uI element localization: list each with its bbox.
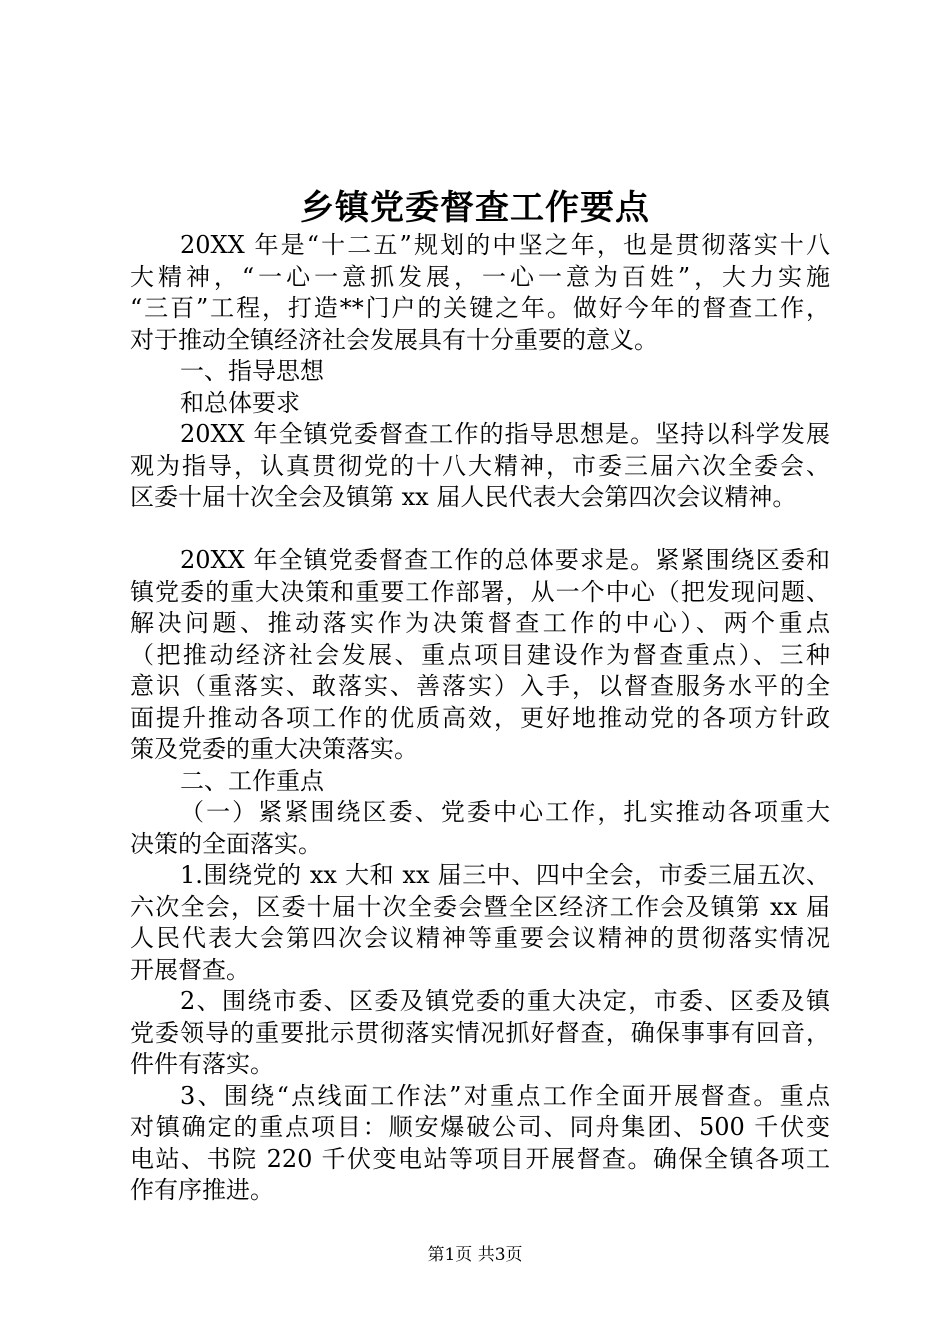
paragraph-line: 意识（重落实、敢落实、善落实）入手，以督查服务水平的全: [130, 672, 830, 700]
section-heading: 一、指导思想: [180, 357, 324, 385]
paragraph-line: 人民代表大会第四次会议精神等重要会议精神的贯彻落实情况: [130, 924, 830, 952]
blank-line: [130, 514, 830, 546]
paragraph-line: 开展督查。: [130, 955, 250, 984]
paragraph-line: （把推动经济社会发展、重点项目建设作为督查重点）、三种: [130, 640, 830, 669]
paragraph-line: 作有序推进。: [130, 1176, 274, 1204]
paragraph-line: 件件有落实。: [130, 1050, 274, 1078]
paragraph-line: 大精神，“一心一意抓发展，一心一意为百姓”，大力实施: [130, 262, 830, 291]
paragraph-line: “三百”工程，打造**门户的关键之年。做好今年的督查工作，: [130, 294, 830, 322]
paragraph-line: 20XX 年是“十二五”规划的中坚之年，也是贯彻落实十八: [180, 231, 830, 259]
page-footer: 第1页 共3页: [427, 1245, 523, 1265]
paragraph-line: 区委十届十次全会及镇第 xx 届人民代表大会第四次会议精神。: [130, 483, 797, 511]
paragraph-line: 观为指导，认真贯彻党的十八大精神，市委三届六次全委会、: [130, 451, 830, 480]
paragraph-line: 20XX 年全镇党委督查工作的总体要求是。紧紧围绕区委和: [180, 546, 830, 574]
paragraph-line: 1.围绕党的 xx 大和 xx 届三中、四中全会，市委三届五次、: [180, 861, 830, 889]
paragraph-line: 电站、书院 220 千伏变电站等项目开展督查。确保全镇各项工: [130, 1144, 830, 1173]
paragraph-line: 解决问题、推动落实作为决策督查工作的中心）、两个重点: [130, 609, 830, 637]
section-heading: 二、工作重点: [180, 766, 324, 795]
section-heading: 和总体要求: [180, 388, 300, 417]
paragraph-line: 20XX 年全镇党委督查工作的指导思想是。坚持以科学发展: [180, 420, 830, 448]
document-title: 乡镇党委督查工作要点: [300, 188, 650, 228]
paragraph-line: 面提升推动各项工作的优质高效，更好地推动党的各项方针政: [130, 703, 830, 732]
paragraph-line: 对于推动全镇经济社会发展具有十分重要的意义。: [130, 325, 658, 354]
paragraph-line: 对镇确定的重点项目：顺安爆破公司、同舟集团、500 千伏变: [130, 1113, 830, 1141]
paragraph-line: 决策的全面落实。: [130, 829, 322, 858]
paragraph-line: 3、围绕“点线面工作法”对重点工作全面开展督查。重点: [180, 1081, 830, 1110]
document-body: [130, 230, 830, 1207]
paragraph-line: 镇党委的重大决策和重要工作部署，从一个中心（把发现问题、: [130, 577, 830, 606]
paragraph-line: 六次全会，区委十届十次全委会暨全区经济工作会及镇第 xx 届: [130, 892, 830, 921]
paragraph-line: 2、围绕市委、区委及镇党委的重大决定，市委、区委及镇: [180, 987, 830, 1015]
paragraph-line: 策及党委的重大决策落实。: [130, 735, 418, 763]
paragraph-line: （一）紧紧围绕区委、党委中心工作，扎实推动各项重大: [180, 798, 830, 826]
paragraph-line: 党委领导的重要批示贯彻落实情况抓好督查，确保事事有回音，: [130, 1018, 830, 1047]
